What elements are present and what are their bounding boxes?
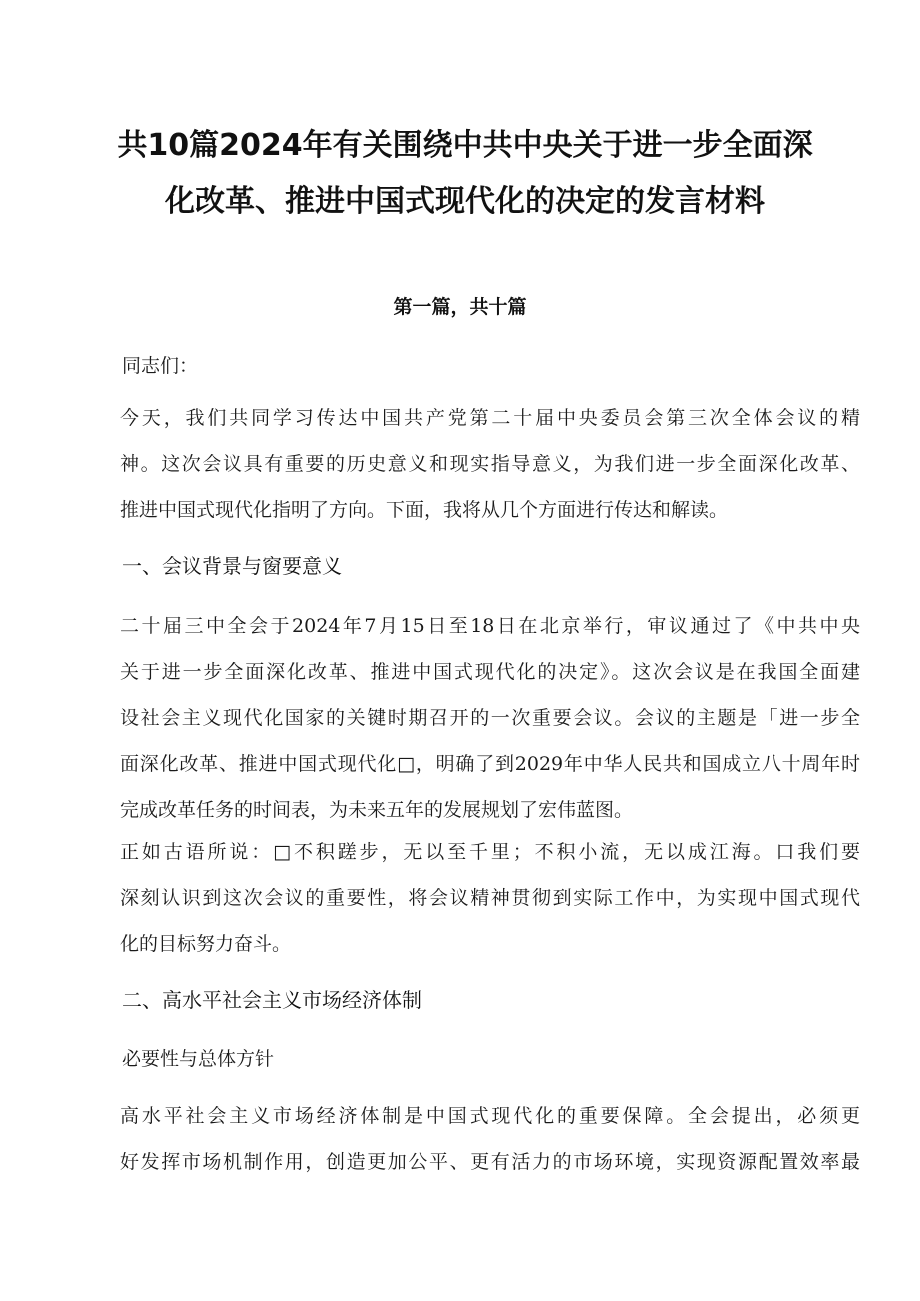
- paragraph-line: 化的目标努力奋斗。: [120, 933, 292, 955]
- section-heading: 二、高水平社会主义市场经济体制: [122, 988, 422, 1012]
- title-line: 化改革、推进中国式现代化的决定的发言材料: [165, 184, 765, 219]
- section1-paragraph: [120, 603, 860, 833]
- paragraph-line: 完成改革任务的时间表，为未来五年的发展规划了宏伟蓝图。: [120, 799, 634, 821]
- paragraph-line: 好发挥市场机制作用，创造更加公平、更有活力的市场环境，实现资源配置效率最: [120, 1151, 860, 1173]
- title-line: 共10篇2024年有关围绕中共中央关于进一步全面深: [117, 128, 813, 163]
- section2-paragraph: [120, 1093, 860, 1185]
- document-subtitle: 第一篇，共十篇: [393, 296, 527, 318]
- section-heading: 一、会议背景与窗要意义: [122, 554, 342, 578]
- paragraph-line: 推进中国式现代化指明了方向。下面，我将从几个方面进行传达和解读。: [120, 499, 729, 521]
- paragraph-line: 面深化改革、推进中国式现代化□，明确了到2029年中华人民共和国成立八十周年时: [120, 753, 860, 775]
- paragraph-line: 正如古语所说：□不积蹉步，无以至千里；不积小流，无以成江海。口我们要: [120, 841, 860, 863]
- document-title: [70, 118, 860, 230]
- sub-heading: 必要性与总体方针: [122, 1048, 275, 1070]
- paragraph-line: 高水平社会主义市场经济体制是中国式现代化的重要保障。全会提出，必须更: [120, 1105, 860, 1127]
- section1-paragraph-2: [120, 829, 860, 967]
- paragraph-line: 深刻认识到这次会议的重要性，将会议精神贯彻到实际工作中，为实现中国式现代: [120, 887, 860, 909]
- paragraph-line: 设社会主义现代化国家的关键时期召开的一次重要会议。会议的主题是「进一步全: [120, 707, 860, 729]
- paragraph-line: 二十届三中全会于2024年7月15日至18日在北京举行，审议通过了《中共中央: [120, 615, 860, 637]
- paragraph-line: 关于进一步全面深化改革、推进中国式现代化的决定》。这次会议是在我国全面建: [120, 661, 860, 683]
- paragraph-line: 神。这次会议具有重要的历史意义和现实指导意义，为我们进一步全面深化改革、: [120, 453, 860, 475]
- salutation: 同志们：: [122, 355, 199, 377]
- paragraph-line: 今天，我们共同学习传达中国共产党第二十届中央委员会第三次全体会议的精: [120, 407, 860, 429]
- intro-paragraph: [120, 395, 860, 533]
